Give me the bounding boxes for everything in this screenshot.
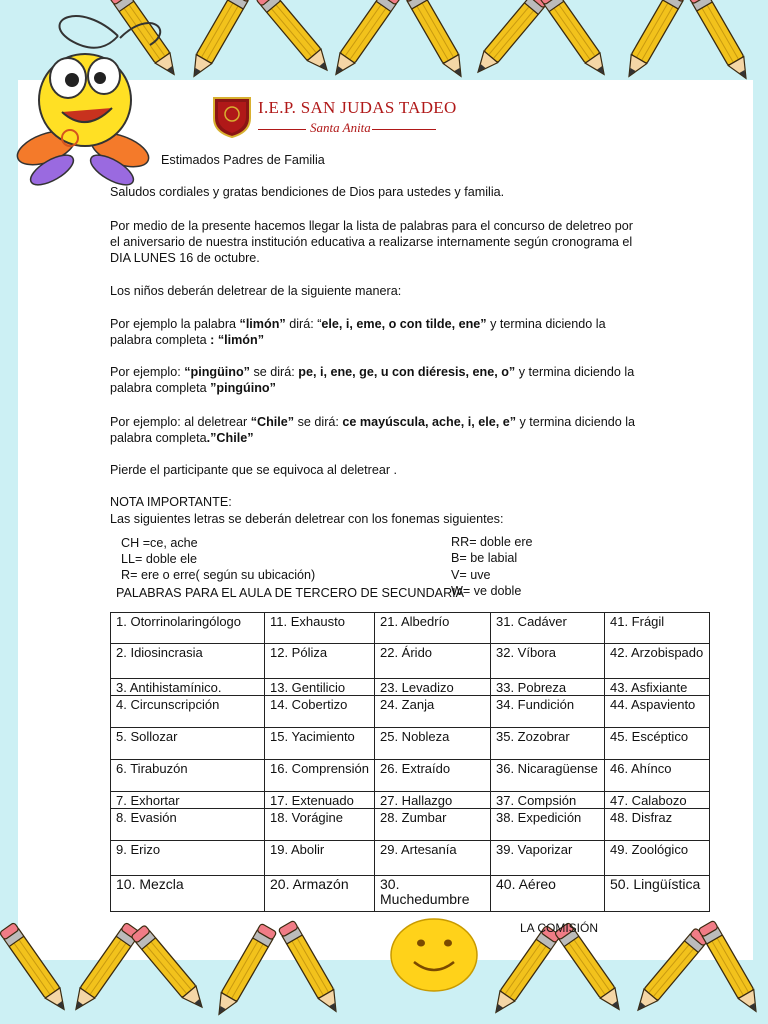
phoneme-rule: W= ve doble <box>451 584 522 598</box>
word-cell: 5. Sollozar <box>111 728 265 760</box>
word-cell: 47. Calabozo <box>605 792 710 809</box>
word-cell: 18. Vorágine <box>265 809 375 841</box>
signature: LA COMISIÓN <box>520 921 599 935</box>
word-cell: 40. Aéreo <box>491 876 605 912</box>
word-cell: 25. Nobleza <box>375 728 491 760</box>
intro-line: el aniversario de nuestra institución educativa a realizarse internamente según cronograma el <box>110 235 633 249</box>
example-pinguino-line2: palabra completa ”pingúino” <box>110 381 276 395</box>
word-cell: 28. Zumbar <box>375 809 491 841</box>
table-row <box>111 613 710 644</box>
salutation: Saludos cordiales y gratas bendiciones de Dios para ustedes y familia. <box>110 185 505 199</box>
phoneme-rule: RR= doble ere <box>451 535 533 549</box>
table-row <box>111 841 710 876</box>
word-cell: 50. Lingüística <box>605 876 710 912</box>
example-limon: Por ejemplo la palabra “limón” dirá: “ele, i, eme, o con tilde, ene” y termina diciendo la <box>110 317 606 331</box>
word-cell: 23. Levadizo <box>375 679 491 696</box>
phoneme-rule: V= uve <box>451 568 491 582</box>
word-cell: 37. Compsión <box>491 792 605 809</box>
note-title: NOTA IMPORTANTE: <box>110 495 232 509</box>
table-row <box>111 728 710 760</box>
word-cell: 27. Hallazgo <box>375 792 491 809</box>
greeting: Estimados Padres de Familia <box>161 153 325 167</box>
word-cell: 26. Extraído <box>375 760 491 792</box>
school-crest-icon <box>212 96 252 138</box>
table-row <box>111 696 710 728</box>
example-chile: Por ejemplo: al deletrear “Chile” se dirá: ce mayúscula, ache, i, ele, e” y termina diciendo la <box>110 415 636 429</box>
word-cell: 7. Exhortar <box>111 792 265 809</box>
table-row <box>111 792 710 809</box>
phoneme-rule: R= ere o erre( según su ubicación) <box>121 568 316 582</box>
word-cell: 2. Idiosincrasia <box>111 644 265 679</box>
word-cell: 39. Vaporizar <box>491 841 605 876</box>
word-cell: 22. Árido <box>375 644 491 679</box>
word-cell: 32. Víbora <box>491 644 605 679</box>
table-row <box>111 644 710 679</box>
word-cell: 33. Pobreza <box>491 679 605 696</box>
word-cell: 15. Yacimiento <box>265 728 375 760</box>
word-cell: 43. Asfixiante <box>605 679 710 696</box>
word-cell: 21. Albedrío <box>375 613 491 644</box>
word-cell: 8. Evasión <box>111 809 265 841</box>
word-cell: 30. Muchedumbre <box>375 876 491 912</box>
divider <box>372 129 436 130</box>
smiley-face-icon <box>390 918 478 992</box>
word-cell: 35. Zozobrar <box>491 728 605 760</box>
word-list-table <box>110 612 710 912</box>
instructions: Los niños deberán deletrear de la siguiente manera: <box>110 284 402 298</box>
word-cell: 10. Mezcla <box>111 876 265 912</box>
word-cell: 34. Fundición <box>491 696 605 728</box>
word-cell: 44. Aspaviento <box>605 696 710 728</box>
table-row <box>111 876 710 912</box>
intro-line: Por medio de la presente hacemos llegar la lista de palabras para el concurso de deletreo por <box>110 219 633 233</box>
note-text: Las siguientes letras se deberán deletrear con los fonemas siguientes: <box>110 512 504 526</box>
word-cell: 17. Extenuado <box>265 792 375 809</box>
lose-rule: Pierde el participante que se equivoca al deletrear . <box>110 463 398 477</box>
word-cell: 45. Escéptico <box>605 728 710 760</box>
word-cell: 16. Comprensión <box>265 760 375 792</box>
word-cell: 9. Erizo <box>111 841 265 876</box>
word-cell: 24. Zanja <box>375 696 491 728</box>
table-row <box>111 809 710 841</box>
example-limon-line2: palabra completa : “limón” <box>110 333 264 347</box>
divider <box>258 129 306 130</box>
word-cell: 19. Abolir <box>265 841 375 876</box>
word-cell: 31. Cadáver <box>491 613 605 644</box>
school-name: I.E.P. SAN JUDAS TADEO <box>258 98 457 117</box>
phoneme-rule: LL= doble ele <box>121 552 197 566</box>
word-cell: 29. Artesanía <box>375 841 491 876</box>
intro-line: DIA LUNES 16 de octubre. <box>110 251 260 265</box>
word-cell: 42. Arzobispado <box>605 644 710 679</box>
cartoon-mascot <box>13 16 160 191</box>
word-cell: 3. Antihistamínico. <box>111 679 265 696</box>
word-cell: 1. Otorrinolaringólogo <box>111 613 265 644</box>
table-row <box>111 679 710 696</box>
word-cell: 4. Circunscripción <box>111 696 265 728</box>
word-cell: 49. Zoológico <box>605 841 710 876</box>
table-row <box>111 760 710 792</box>
word-cell: 41. Frágil <box>605 613 710 644</box>
school-location: Santa Anita <box>310 120 371 135</box>
word-cell: 12. Póliza <box>265 644 375 679</box>
list-title: PALABRAS PARA EL AULA DE TERCERO DE SECUNDARIA <box>116 586 465 600</box>
word-cell: 6. Tirabuzón <box>111 760 265 792</box>
word-cell: 46. Ahínco <box>605 760 710 792</box>
word-cell: 13. Gentilicio <box>265 679 375 696</box>
word-cell: 14. Cobertizo <box>265 696 375 728</box>
word-cell: 20. Armazón <box>265 876 375 912</box>
phoneme-rule: B= be labial <box>451 551 518 565</box>
word-cell: 11. Exhausto <box>265 613 375 644</box>
example-pinguino: Por ejemplo: “pingüino” se dirá: pe, i, ene, ge, u con diéresis, ene, o” y termina diciendo la <box>110 365 635 379</box>
phoneme-rule: CH =ce, ache <box>121 536 198 550</box>
example-chile-line2: palabra completa.”Chile” <box>110 431 254 445</box>
word-cell: 38. Expedición <box>491 809 605 841</box>
word-cell: 36. Nicaragüense <box>491 760 605 792</box>
word-cell: 48. Disfraz <box>605 809 710 841</box>
